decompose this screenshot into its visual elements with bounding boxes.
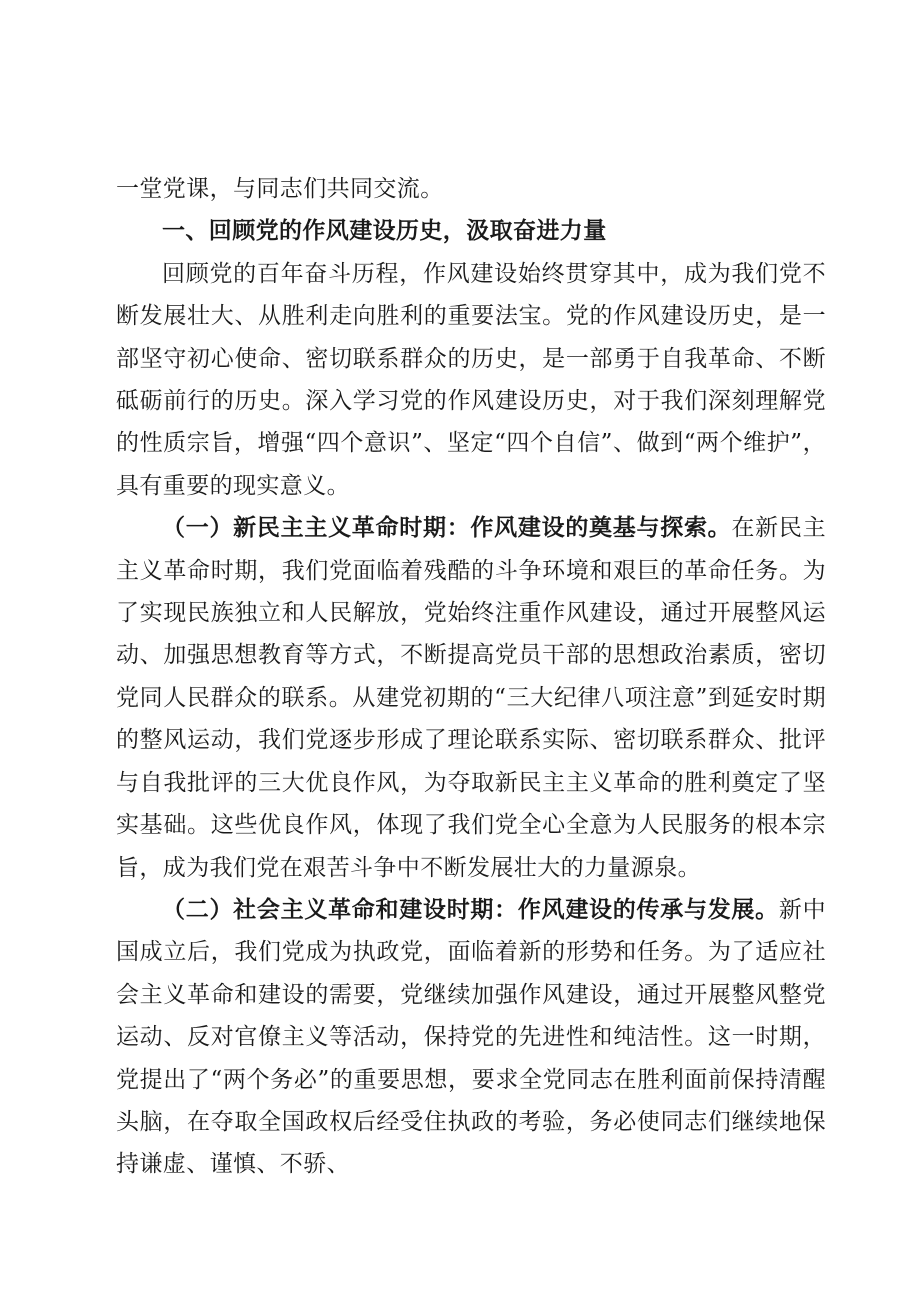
- subsection-paragraph: [116, 889, 826, 1186]
- subsection-body: 新中国成立后，我们党成为执政党，面临着新的形势和任务。为了适应社会主义革命和建设的需要，党继续加强作风建设，通过开展整风整党运动、反对官僚主义等活动，保持党的先进性和纯洁性。这一时期，党提出了“两个务必”的重要思想，要求全党同志在胜利面前保持清醒头脑，在夺取全国政权后经受住执政的考验，务必使同志们继续地保持谦虚、谨慎、不骄、: [116, 896, 826, 1178]
- intro-paragraph: 回顾党的百年奋斗历程，作风建设始终贯穿其中，成为我们党不断发展壮大、从胜利走向胜利的重要法宝。党的作风建设历史，是一部坚守初心使命、密切联系群众的历史，是一部勇于自我革命、不断砥砺前行的历史。深入学习党的作风建设历史，对于我们深刻理解党的性质宗旨，增强“四个意识”、坚定“四个自信”、做到“两个维护”，具有重要的现实意义。: [116, 260, 826, 499]
- section-heading: 一、回顾党的作风建设历史，汲取奋进力量: [162, 217, 607, 245]
- opening-line: 一堂党课，与同志们共同交流。: [116, 176, 444, 202]
- subsection-body: 在新民主主义革命时期，我们党面临着残酷的斗争环境和艰巨的革命任务。为了实现民族独立和人民解放，党始终注重作风建设，通过开展整风运动、加强思想教育等方式，不断提高党员干部的思想政治素质，密切党同人民群众的联系。从建党初期的“三大纪律八项注意”到延安时期的整风运动，我们党逐步形成了理论联系实际、密切联系群众、批评与自我批评的三大优良作风，为夺取新民主主义革命的胜利奠定了坚实基础。这些优良作风，体现了我们党全心全意为人民服务的根本宗旨，成为我们党在艰苦斗争中不断发展壮大的力量源泉。: [116, 515, 826, 881]
- document-body: [116, 168, 826, 1186]
- subsection-heading: （二）社会主义革命和建设时期：作风建设的传承与发展。: [162, 895, 779, 923]
- subsection-heading: （一）新民主主义革命时期：作风建设的奠基与探索。: [162, 514, 732, 542]
- subsection-paragraph: [116, 507, 826, 889]
